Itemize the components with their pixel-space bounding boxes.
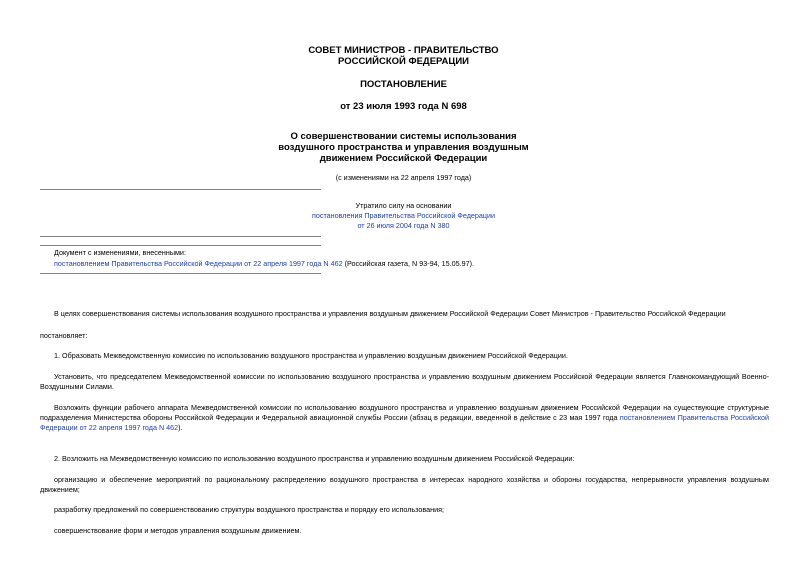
preamble-paragraph: В целях совершенствования системы использования воздушного пространства и управления воздушным движением Российской Федерации Совет Министров - Правительство Российской Федерации (54, 309, 726, 318)
paragraph-item-2-c: совершенствование форм и методов управления воздушным движением. (54, 526, 302, 535)
issuer-line-1: СОВЕТ МИНИСТРОВ - ПРАВИТЕЛЬСТВО (308, 45, 499, 56)
document-title-line-3: движением Российской Федерации (319, 153, 488, 164)
document-title-line-2: воздушного пространства и управления воздушным (278, 142, 529, 153)
paragraph-item-2-a: организацию и обеспечение мероприятий по рациональному распределению воздушного пространства в интересах народного хозяйства и обороны государства, непрерывности управления воздушным движением; (40, 475, 769, 494)
paragraph-item-1: 1. Образовать Межведомственную комиссию по использованию воздушного пространства и управлению воздушным движением Российской Федерации. (54, 351, 568, 360)
issuer-line-2: РОССИЙСКОЙ ФЕДЕРАЦИИ (337, 56, 469, 67)
divider (40, 189, 321, 190)
status-text: Утратило силу на основании (355, 201, 452, 210)
functions-end: ). (178, 422, 183, 432)
paragraph-item-2-b: разработку предложений по совершенствованию структуры воздушного пространства и порядку его использования; (54, 505, 444, 514)
functions-text: Возложить функции рабочего аппарата Межведомственной комиссии по использованию воздушного пространства и управлению воздушным движением Российской Федерации на существующие структурные подразделения Министерства обороны Российской Федерации и Федеральной авиационной службы России (абзац в редакции, введенной в действие с 23 мая 1997 года (40, 403, 769, 422)
document-type: ПОСТАНОВЛЕНИЕ (360, 79, 447, 90)
decree-word: постановляет: (40, 331, 88, 340)
divider (40, 273, 321, 274)
functions-amendment-link[interactable]: постановлением Правительства Российской Федерации от 22 апреля 1997 года N 462 (40, 412, 769, 432)
amendment-link[interactable]: постановлением Правительства Российской Федерации от 22 апреля 1997 года N 462 (54, 259, 343, 268)
document-date-number: от 23 июля 1993 года N 698 (340, 101, 467, 112)
changes-reference (54, 259, 774, 270)
paragraph-item-2: 2. Возложить на Межведомственную комиссию по использованию воздушного пространства и управлению воздушным движением Российской Федерации: (54, 454, 575, 463)
repeal-link-line-2[interactable]: от 26 июля 2004 года N 380 (357, 221, 450, 230)
divider (40, 245, 321, 246)
repeal-link-line-1[interactable]: постановления Правительства Российской Федерации (311, 211, 496, 220)
changes-source: (Российская газета, N 93-94, 15.05.97). (342, 259, 474, 268)
divider (40, 236, 321, 237)
paragraph-item-1-chair: Установить, что председателем Межведомственной комиссии по использованию воздушного пространства и управлению воздушным движением Российской Федерации является Главнокомандующий Военно-Воздушными Силами. (40, 372, 769, 391)
document-title-line-1: О совершенствовании системы использования (290, 131, 517, 142)
amendment-note: (с изменениями на 22 апреля 1997 года) (335, 173, 472, 182)
changes-label: Документ с изменениями, внесенными: (54, 248, 186, 257)
paragraph-item-1-functions (40, 403, 769, 432)
